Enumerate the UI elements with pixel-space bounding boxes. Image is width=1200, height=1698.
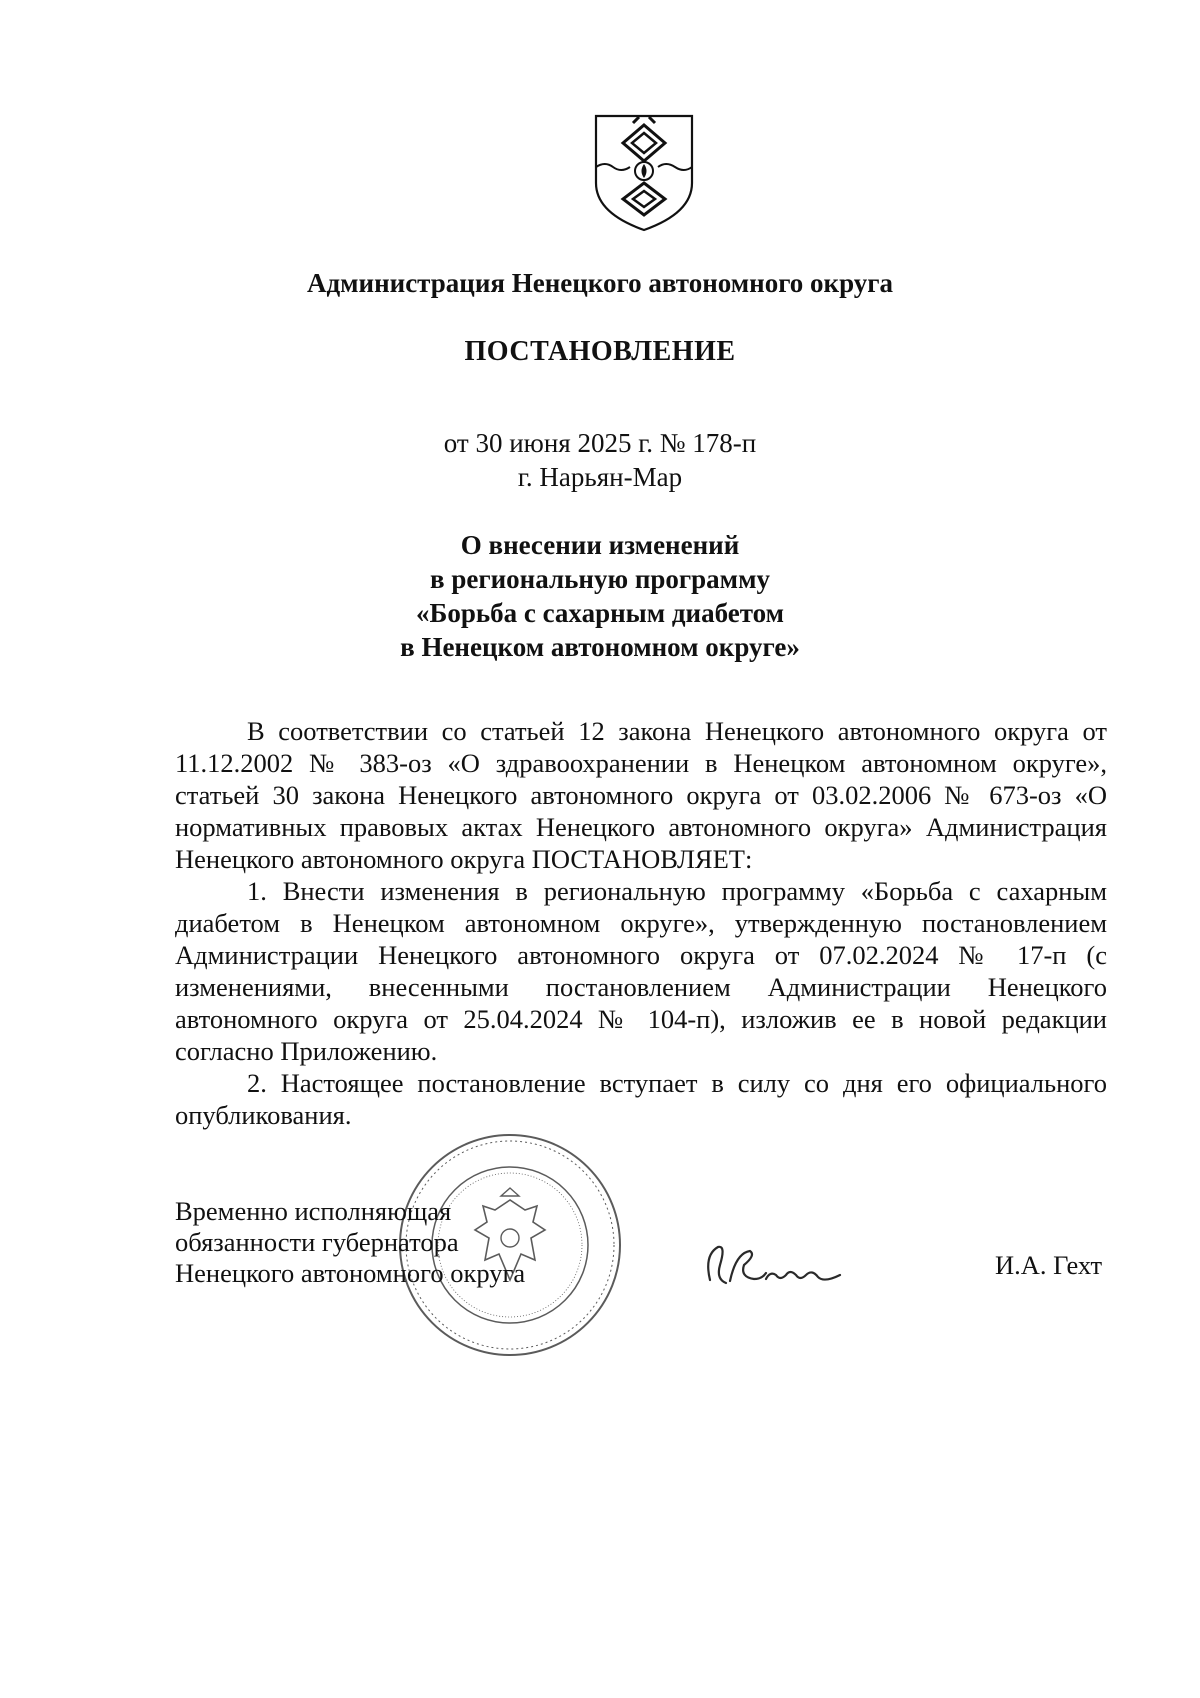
title-line: в региональную программу [430, 564, 770, 594]
title-line: О внесении изменений [460, 530, 740, 560]
position-line: обязанности губернатора [175, 1227, 459, 1257]
item-paragraph: 1. Внести изменения в региональную программу «Борьба с сахарным диабетом в Ненецком автономном округе», утвержденную постановлением Администрации Ненецкого автономного округа от 07.02.2024 № 17-п (с изменениями, внесенными постановлением Администрации Ненецкого автономного округа от 25.04.2024 № 104-п), изложив ее в новой редакции согласно Приложению. [175, 876, 1107, 1066]
preamble-paragraph: В соответствии со статьей 12 закона Ненецкого автономного округа от 11.12.2002 № 383-оз «О здравоохранении в Ненецком автономном округе», статьей 30 закона Ненецкого автономного округа от 03.02.2006 № 673-оз «О нормативных правовых актах Ненецкого автономного округа» Администрация Ненецкого автономного округа ПОСТАНОВЛЯЕТ: [175, 716, 1107, 874]
item-paragraph: 2. Настоящее постановление вступает в силу со дня его официального опубликования. [175, 1068, 1107, 1130]
title-line: в Ненецком автономном округе» [400, 632, 800, 662]
document-body [175, 715, 1107, 1131]
handwritten-signature-icon [700, 1235, 850, 1295]
coat-of-arms-icon [593, 113, 695, 233]
signer-name: И.А. Гехт [995, 1250, 1103, 1280]
signature-position [175, 1196, 525, 1289]
date-and-number: от 30 июня 2025 г. № 178-п [443, 428, 757, 458]
document-type: ПОСТАНОВЛЕНИЕ [464, 336, 736, 367]
document-title [0, 528, 1200, 664]
city: г. Нарьян-Мар [517, 462, 683, 492]
position-line: Временно исполняющая [175, 1196, 452, 1226]
organization-name: Администрация Ненецкого автономного округа [306, 268, 894, 298]
title-line: «Борьба с сахарным диабетом [415, 598, 784, 628]
position-line: Ненецкого автономного округа [175, 1258, 526, 1288]
